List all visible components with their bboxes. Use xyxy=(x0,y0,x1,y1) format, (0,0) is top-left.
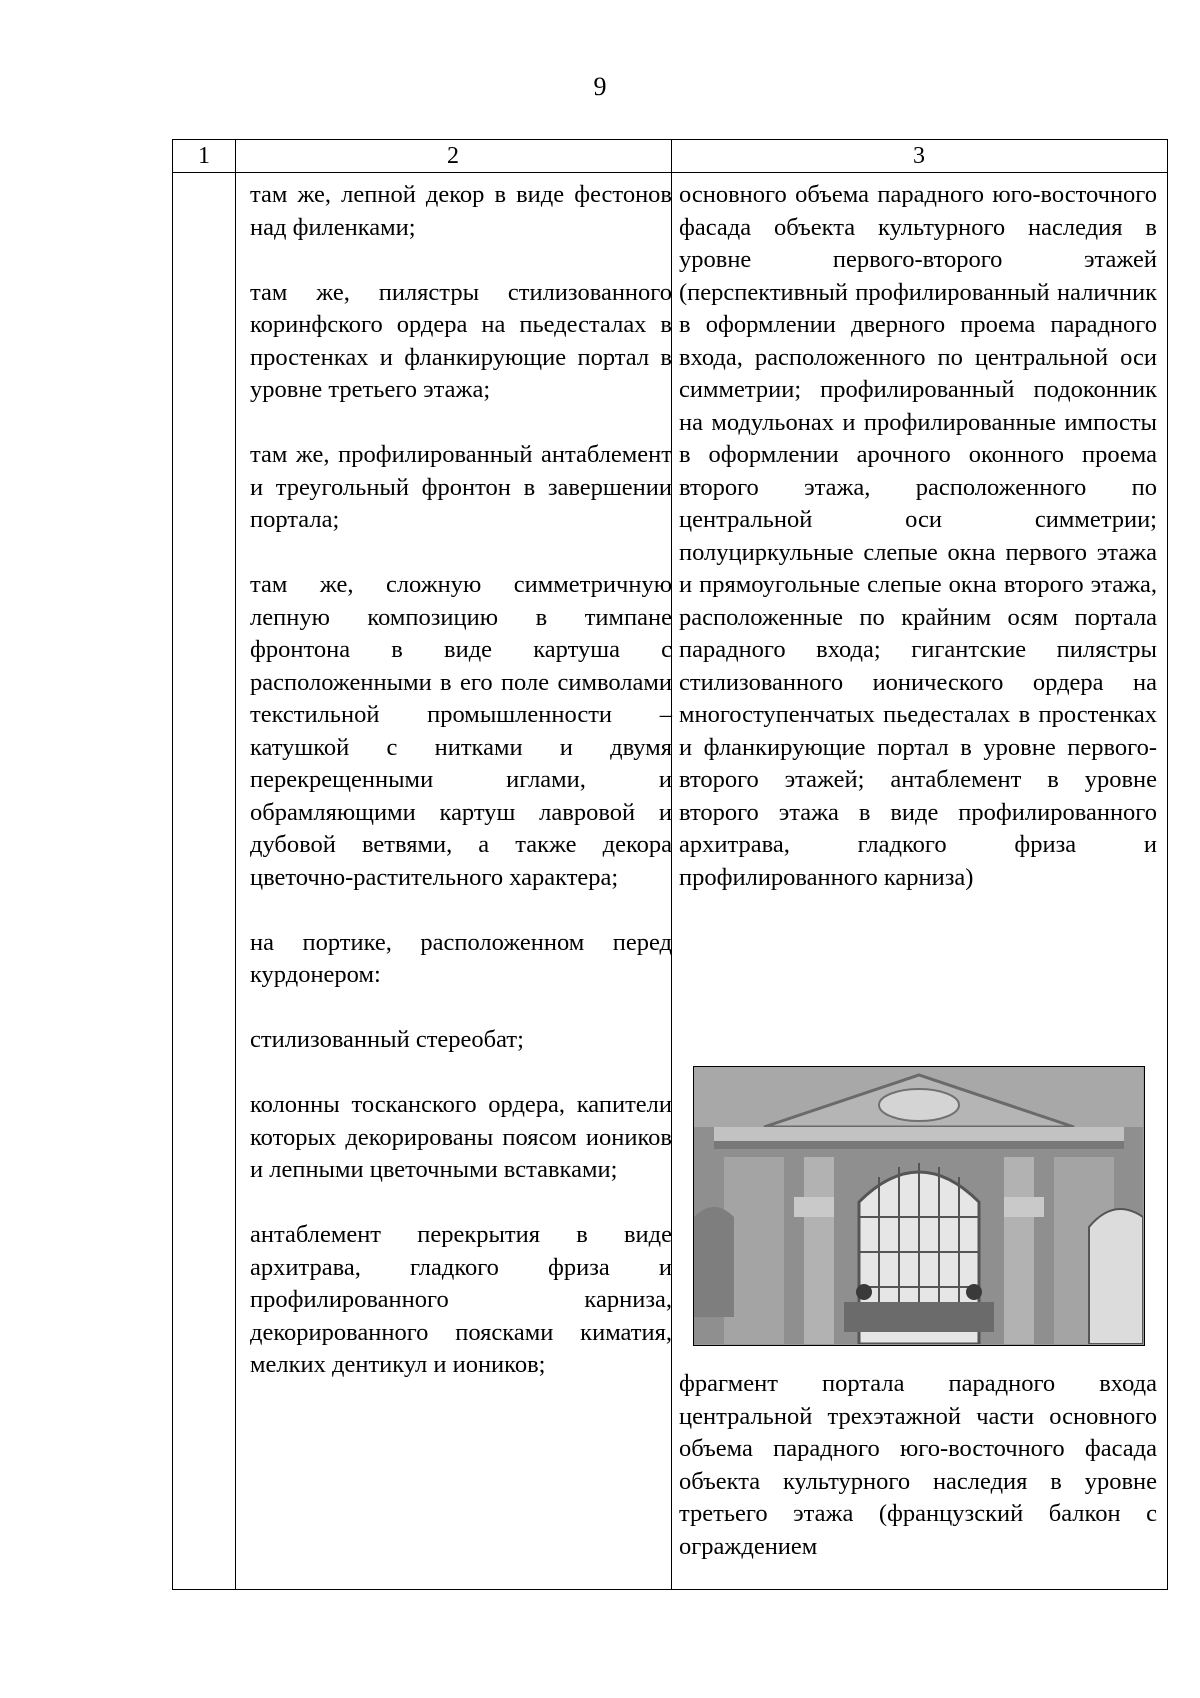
page-number: 9 xyxy=(593,72,607,101)
column-3-content xyxy=(679,179,1157,894)
col2-paragraph: колонны тосканского ордера, капители которых декорированы поясом иоников и лепными цветочными вставками; xyxy=(250,1091,672,1183)
col2-paragraph: антаблемент перекрытия в виде архитрава, гладкого фриза и профилированного карниза, декорированного поясками киматия, мелких дентикул и иоников; xyxy=(250,1221,672,1378)
col2-paragraph: на портике, расположенном перед курдонером: xyxy=(250,928,672,988)
col3-description: основного объема парадного юго-восточного фасада объекта культурного наследия в уровне первого-второго этажей (перспективный профилированный наличник в оформлении дверного проема парадного входа, расположенного по центральной оси симметрии; профилированный подоконник на модульонах и профилированные импосты в оформлении арочного оконного проема второго этажа, расположенного по центральной оси симметрии; полуциркульные слепые окна первого этажа и прямоугольные слепые окна второго этажа, расположенные по крайним осям портала парадного входа; гигантские пилястры стилизованного ионического ордера на многоступенчатых пьедесталах в простенках и фланкирующие портал в уровне первого-второго этажей; антаблемент в уровне второго этажа в виде профилированного архитрава, гладкого фриза и профилированного карниза) xyxy=(679,181,1157,891)
col2-paragraph: там же, сложную симметричную лепную композицию в тимпане фронтона в виде картуша с расположенными в его поле символами текстильной промышленности – катушкой с нитками и двумя перекрещенными иглами, и обрамляющими картуш лавровой и дубовой ветвями, а также декора цветочно-растительного характера; xyxy=(250,571,672,891)
column-2-content xyxy=(250,179,672,1382)
col2-paragraph: там же, профилированный антаблемент и треугольный фронтон в завершении портала; xyxy=(250,441,672,533)
facade-photo-drawing xyxy=(694,1067,1143,1344)
col2-paragraph: стилизованный стереобат; xyxy=(250,1026,524,1053)
header-col-2: 2 xyxy=(447,143,459,169)
caption-text: фрагмент портала парадного входа центральной трехэтажной части основного объема парадного юго-восточного фасада объекта культурного наследия в уровне третьего этажа (французский балкон с ограждением xyxy=(679,1370,1157,1560)
heritage-table xyxy=(172,139,1168,1590)
col2-paragraph: там же, пилястры стилизованного коринфского ордера на пьедесталах в простенках и фланкирующие портал в уровне третьего этажа; xyxy=(250,278,672,403)
header-col-3: 3 xyxy=(913,143,925,169)
photo-caption xyxy=(679,1368,1157,1563)
header-divider xyxy=(173,172,1167,173)
facade-photo xyxy=(693,1066,1145,1346)
col2-paragraph: там же, лепной декор в виде фестонов над филенками; xyxy=(250,181,672,241)
header-col-1: 1 xyxy=(198,143,210,169)
column-divider xyxy=(235,140,236,1589)
